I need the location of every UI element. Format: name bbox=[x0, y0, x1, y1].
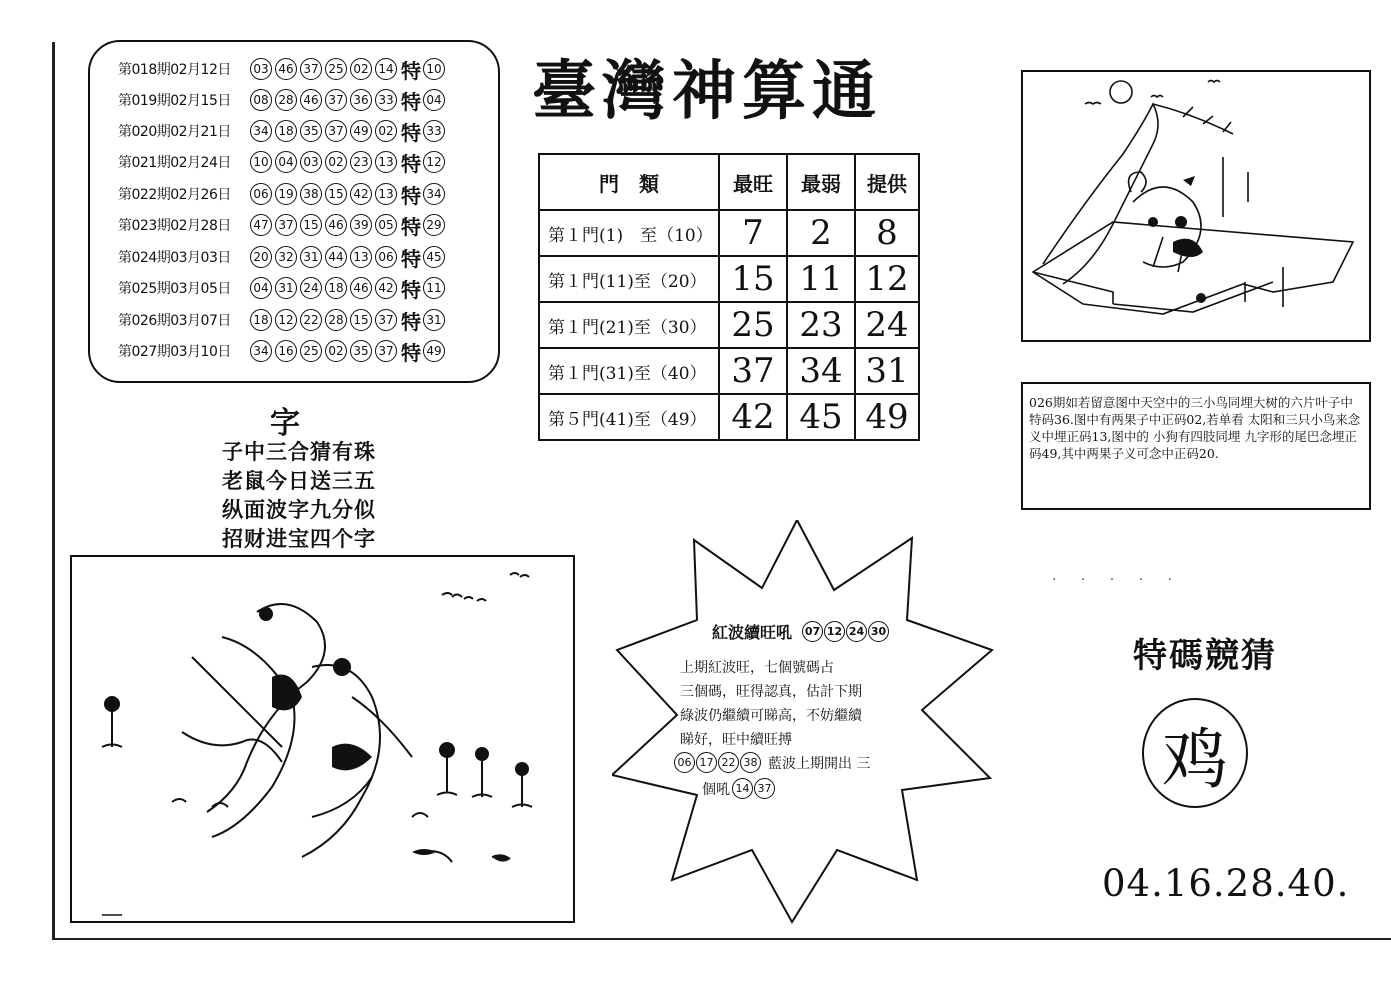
number-ball: 31 bbox=[275, 277, 297, 299]
max-value: 15 bbox=[719, 256, 787, 302]
number-ball: 15 bbox=[350, 309, 372, 331]
table-header-row bbox=[539, 154, 919, 210]
special-number-ball: 45 bbox=[423, 246, 445, 268]
page-frame-bottom bbox=[52, 938, 1391, 940]
number-ball: 13 bbox=[350, 246, 372, 268]
poem-title: 字 bbox=[270, 406, 300, 441]
number-ball: 15 bbox=[300, 214, 322, 236]
number-ball: 46 bbox=[325, 214, 347, 236]
special-code-guess-title: 特碼競猜 bbox=[1133, 636, 1277, 676]
warriors-drawing bbox=[72, 557, 573, 921]
result-row bbox=[118, 118, 448, 144]
number-ball: 28 bbox=[275, 89, 297, 111]
warriors-illustration bbox=[70, 555, 575, 923]
number-ball: 46 bbox=[350, 277, 372, 299]
special-marker: 特 bbox=[401, 214, 421, 239]
starburst-tail-text: 藍波上期開出 三 bbox=[768, 755, 871, 772]
number-ball: 06 bbox=[375, 246, 397, 268]
number-ball: 28 bbox=[325, 309, 347, 331]
number-ball: 47 bbox=[250, 214, 272, 236]
result-row bbox=[118, 181, 448, 207]
result-date-label: 第020期02月21日 bbox=[118, 124, 231, 140]
max-value: 7 bbox=[719, 210, 787, 256]
number-ball: 38 bbox=[300, 183, 322, 205]
zodiac-character: 鸡 bbox=[1162, 720, 1228, 798]
table-row bbox=[539, 256, 919, 302]
min-value: 34 bbox=[787, 348, 855, 394]
give-value: 24 bbox=[855, 302, 919, 348]
number-ball: 08 bbox=[250, 89, 272, 111]
number-ball: 06 bbox=[250, 183, 272, 205]
poem-line: 子中三合猜有珠 bbox=[222, 439, 376, 464]
number-ball: 12 bbox=[275, 309, 297, 331]
dog-scene-illustration bbox=[1021, 70, 1371, 342]
result-date-label: 第018期02月12日 bbox=[118, 62, 231, 78]
poem-line: 招财进宝四个字 bbox=[222, 526, 376, 551]
number-ball: 12 bbox=[824, 621, 845, 642]
dotted-divider: · · · · · bbox=[1052, 572, 1183, 588]
starburst-line: 三個碼，旺得認真，估計下期 bbox=[680, 684, 862, 700]
result-date-label: 第027期03月10日 bbox=[118, 344, 231, 360]
starburst-heading: 紅波續旺吼 bbox=[712, 623, 793, 642]
starburst-heading-row bbox=[712, 620, 890, 643]
special-marker: 特 bbox=[401, 340, 421, 365]
special-marker: 特 bbox=[401, 277, 421, 302]
number-ball: 18 bbox=[275, 120, 297, 142]
poem-line: 老鼠今日送三五 bbox=[222, 468, 376, 493]
number-ball: 46 bbox=[300, 89, 322, 111]
starburst-tail-row bbox=[674, 752, 870, 773]
number-ball: 07 bbox=[802, 621, 823, 642]
give-value: 12 bbox=[855, 256, 919, 302]
group-label: 第１門(31)至（40） bbox=[539, 348, 719, 394]
group-label: 第５門(41)至（49） bbox=[539, 394, 719, 440]
result-row bbox=[118, 338, 448, 364]
poem-line: 纵面波字九分似 bbox=[222, 497, 376, 522]
number-ball: 35 bbox=[350, 340, 372, 362]
max-value: 25 bbox=[719, 302, 787, 348]
min-value: 45 bbox=[787, 394, 855, 440]
number-ball: 18 bbox=[325, 277, 347, 299]
result-date-label: 第024期03月03日 bbox=[118, 250, 231, 266]
table-row bbox=[539, 210, 919, 256]
number-ball: 34 bbox=[250, 120, 272, 142]
header-max: 最旺 bbox=[719, 154, 787, 210]
min-value: 23 bbox=[787, 302, 855, 348]
number-ball: 44 bbox=[325, 246, 347, 268]
group-label: 第１門(11)至（20） bbox=[539, 256, 719, 302]
special-number-ball: 31 bbox=[423, 309, 445, 331]
number-ball: 35 bbox=[300, 120, 322, 142]
number-ball: 33 bbox=[375, 89, 397, 111]
give-value: 31 bbox=[855, 348, 919, 394]
number-ball: 24 bbox=[846, 621, 867, 642]
result-date-label: 第023期02月28日 bbox=[118, 218, 231, 234]
number-ball: 49 bbox=[350, 120, 372, 142]
number-ball: 42 bbox=[375, 277, 397, 299]
result-row bbox=[118, 212, 448, 238]
red-wave-starburst bbox=[612, 520, 994, 925]
number-ball: 38 bbox=[740, 752, 761, 773]
header-min: 最弱 bbox=[787, 154, 855, 210]
number-ball: 37 bbox=[375, 340, 397, 362]
number-ball: 30 bbox=[868, 621, 889, 642]
number-ball: 04 bbox=[250, 277, 272, 299]
guess-numbers: 04.16.28.40. bbox=[1102, 862, 1350, 905]
result-row bbox=[118, 87, 448, 113]
number-ball: 05 bbox=[375, 214, 397, 236]
special-marker: 特 bbox=[401, 183, 421, 208]
number-ball: 02 bbox=[325, 151, 347, 173]
special-marker: 特 bbox=[401, 58, 421, 83]
starburst-line: 睇好，旺中續旺搏 bbox=[680, 732, 792, 748]
special-number-ball: 11 bbox=[423, 277, 445, 299]
table-row bbox=[539, 394, 919, 440]
number-ball: 42 bbox=[350, 183, 372, 205]
result-date-label: 第025期03月05日 bbox=[118, 281, 231, 297]
number-ball: 36 bbox=[350, 89, 372, 111]
special-number-ball: 12 bbox=[423, 151, 445, 173]
give-value: 49 bbox=[855, 394, 919, 440]
min-value: 11 bbox=[787, 256, 855, 302]
number-ball: 10 bbox=[250, 151, 272, 173]
starburst-line: 綠波仍繼續可睇高，不妨繼續 bbox=[680, 708, 862, 724]
number-ball: 15 bbox=[325, 183, 347, 205]
number-ball: 25 bbox=[300, 340, 322, 362]
number-ball: 14 bbox=[375, 58, 397, 80]
result-date-label: 第026期03月07日 bbox=[118, 313, 231, 329]
starburst-line: 上期紅波旺，七個號碼占 bbox=[680, 660, 834, 676]
starburst-tail2-row bbox=[702, 778, 776, 799]
number-ball: 37 bbox=[325, 120, 347, 142]
number-ball: 32 bbox=[275, 246, 297, 268]
zodiac-circle bbox=[1142, 698, 1248, 808]
number-ball: 04 bbox=[275, 151, 297, 173]
special-marker: 特 bbox=[401, 246, 421, 271]
number-ball: 23 bbox=[350, 151, 372, 173]
number-ball: 37 bbox=[325, 89, 347, 111]
number-ball: 34 bbox=[250, 340, 272, 362]
number-ball: 13 bbox=[375, 151, 397, 173]
page-title: 臺灣神算通 bbox=[532, 54, 882, 129]
number-ball: 03 bbox=[300, 151, 322, 173]
result-row bbox=[118, 56, 448, 82]
special-marker: 特 bbox=[401, 151, 421, 176]
table-row bbox=[539, 348, 919, 394]
number-ball: 22 bbox=[718, 752, 739, 773]
number-ball: 17 bbox=[696, 752, 717, 773]
header-group: 門 類 bbox=[539, 154, 719, 210]
special-marker: 特 bbox=[401, 120, 421, 145]
result-date-label: 第022期02月26日 bbox=[118, 187, 231, 203]
special-number-ball: 33 bbox=[423, 120, 445, 142]
special-number-ball: 04 bbox=[423, 89, 445, 111]
number-ball: 37 bbox=[275, 214, 297, 236]
max-value: 42 bbox=[719, 394, 787, 440]
results-panel bbox=[88, 40, 500, 383]
table-row bbox=[539, 302, 919, 348]
number-ball: 24 bbox=[300, 277, 322, 299]
number-ball: 14 bbox=[732, 778, 753, 799]
result-row bbox=[118, 244, 448, 270]
give-value: 8 bbox=[855, 210, 919, 256]
number-ball: 39 bbox=[350, 214, 372, 236]
min-value: 2 bbox=[787, 210, 855, 256]
number-ball: 37 bbox=[754, 778, 775, 799]
result-row bbox=[118, 275, 448, 301]
starburst-body bbox=[680, 656, 862, 752]
number-ball: 18 bbox=[250, 309, 272, 331]
number-ball: 25 bbox=[325, 58, 347, 80]
header-give: 提供 bbox=[855, 154, 919, 210]
number-ball: 02 bbox=[350, 58, 372, 80]
number-ball: 37 bbox=[300, 58, 322, 80]
special-marker: 特 bbox=[401, 309, 421, 334]
number-ball: 03 bbox=[250, 58, 272, 80]
hint-text: 026期如若留意图中天空中的三小鸟同埋大树的六片叶子中特码36.图中有两果子中正码02,若单看 太阳和三只小鸟来念义中埋正码13,图中的 小狗有四肢同埋 九字形的尾巴念埋正码49,其中两果子义可念中正码20. bbox=[1029, 395, 1361, 461]
special-marker: 特 bbox=[401, 89, 421, 114]
number-ball: 02 bbox=[375, 120, 397, 142]
number-ball: 46 bbox=[275, 58, 297, 80]
hint-text-box bbox=[1021, 382, 1371, 510]
number-ball: 06 bbox=[674, 752, 695, 773]
number-ball: 02 bbox=[325, 340, 347, 362]
number-groups-table bbox=[538, 153, 920, 441]
dog-scene-drawing bbox=[1023, 72, 1369, 340]
group-label: 第１門(21)至（30） bbox=[539, 302, 719, 348]
number-ball: 16 bbox=[275, 340, 297, 362]
special-number-ball: 34 bbox=[423, 183, 445, 205]
result-row bbox=[118, 307, 448, 333]
special-number-ball: 49 bbox=[423, 340, 445, 362]
page-frame-left bbox=[52, 42, 55, 940]
special-number-ball: 29 bbox=[423, 214, 445, 236]
number-ball: 22 bbox=[300, 309, 322, 331]
result-row bbox=[118, 149, 448, 175]
starburst-tail2-text: 個吼 bbox=[702, 781, 730, 798]
number-ball: 19 bbox=[275, 183, 297, 205]
max-value: 37 bbox=[719, 348, 787, 394]
result-date-label: 第019期02月15日 bbox=[118, 93, 231, 109]
result-date-label: 第021期02月24日 bbox=[118, 155, 231, 171]
special-number-ball: 10 bbox=[423, 58, 445, 80]
number-ball: 37 bbox=[375, 309, 397, 331]
number-ball: 20 bbox=[250, 246, 272, 268]
number-ball: 31 bbox=[300, 246, 322, 268]
number-ball: 13 bbox=[375, 183, 397, 205]
group-label: 第１門(1) 至（10） bbox=[539, 210, 719, 256]
